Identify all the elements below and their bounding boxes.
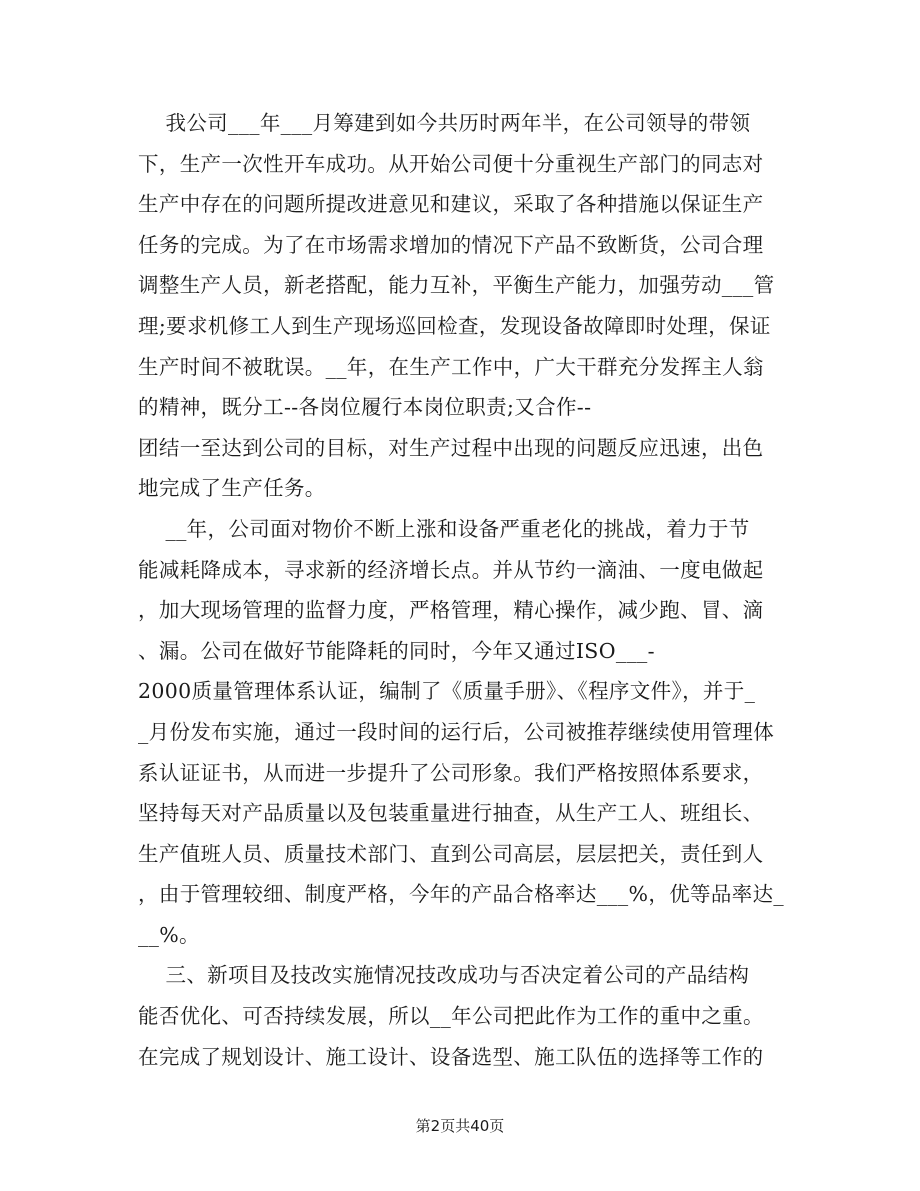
text-line: 团结一至达到公司的目标，对生产过程中出现的问题反应迅速，出色 [138,435,764,460]
text-line: 任务的完成。为了在市场需求增加的情况下产品不致断货，公司合理 [138,232,764,257]
text-line: 系认证证书，从而进一步提升了公司形象。我们严格按照体系要求， [138,760,764,785]
text-line: 2000质量管理体系认证，编制了《质量手册》、《程序文件》，并于_ [138,679,756,704]
text-line: ，由于管理较细、制度严格，今年的产品合格率达___%，优等品率达_ [138,882,785,907]
text-line: 三、新项目及技改实施情况技改成功与否决定着公司的产品结构 [138,963,750,988]
document-body [138,103,783,1077]
text-line: 我公司___年___月筹建到如今共历时两年半，在公司领导的带领 [138,111,751,135]
text-line: 地完成了生产任务。 [138,476,326,501]
text-line: 、漏。公司在做好节能降耗的同时，今年又通过ISO___- [138,638,655,663]
text-line: __%。 [138,922,200,947]
page-number: 第2页共40页 [415,1117,505,1135]
text-line: 调整生产人员，新老搭配，能力互补，平衡生产能力，加强劳动___管 [138,273,775,298]
text-line: 坚持每天对产品质量以及包装重量进行抽查，从生产工人、班组长、 [138,801,764,826]
text-line: 能否优化、可否持续发展，所以__年公司把此作为工作的重中之重。 [138,1004,764,1029]
text-line: 在完成了规划设计、施工设计、设备选型、施工队伍的选择等工作的 [138,1044,764,1069]
text-line: 生产中存在的问题所提改进意见和建议，采取了各种措施以保证生产 [138,192,764,217]
text-line: 下，生产一次性开车成功。从开始公司便十分重视生产部门的同志对 [138,151,764,176]
text-line: 生产时间不被耽误。__年，在生产工作中，广大干群充分发挥主人翁 [138,354,764,379]
text-line: _月份发布实施，通过一段时间的运行后，公司被推荐继续使用管理体 [138,719,775,744]
text-line: 理;要求机修工人到生产现场巡回检查，发现设备故障即时处理，保证 [138,313,771,338]
text-line: 生产值班人员、质量技术部门、直到公司高层，层层把关，责任到人 [138,841,764,866]
text-line: ，加大现场管理的监督力度，严格管理，精心操作，减少跑、冒、滴 [138,598,764,623]
text-line: __年，公司面对物价不断上涨和设备严重老化的挑战，着力于节 [138,516,750,541]
text-line: 的精神，既分工--各岗位履行本岗位职责;又合作-- [138,395,592,420]
text-line: 能减耗降成本，寻求新的经济增长点。并从节约一滴油、一度电做起 [138,557,764,582]
